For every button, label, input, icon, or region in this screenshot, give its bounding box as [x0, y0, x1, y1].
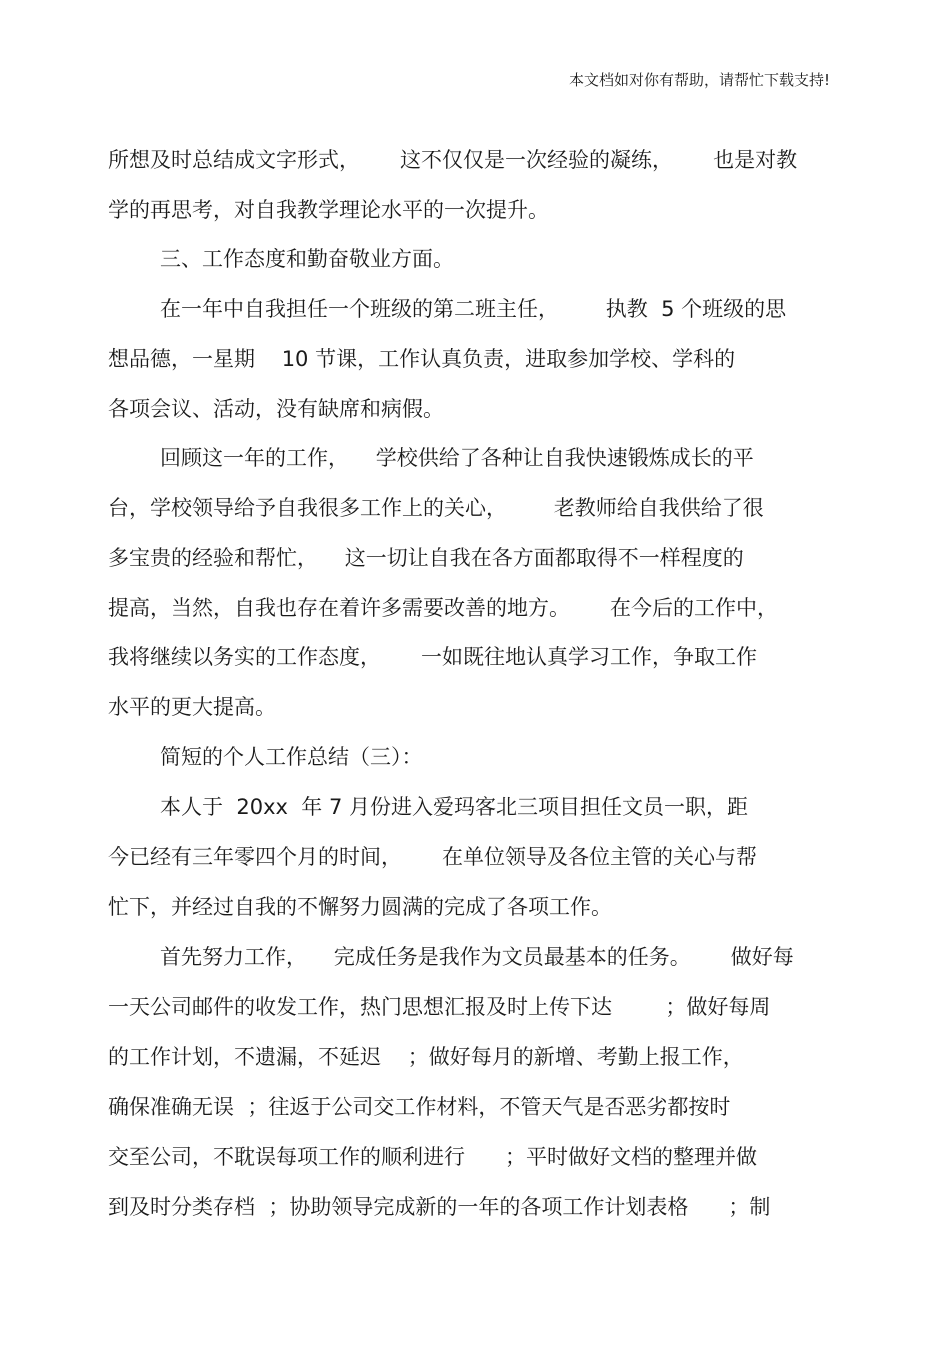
text-line: 想品德，一星期 10 节课，工作认真负责，进取参加学校、学科的 [108, 347, 736, 371]
text-line: 提高，当然，自我也存在着许多需要改善的地方。 在今后的工作中， [108, 596, 779, 620]
text-line: 所想及时总结成文字形式， 这不仅仅是一次经验的凝练， 也是对教 [108, 148, 798, 172]
header-note: 本文档如对你有帮助，请帮忙下载支持! [568, 71, 830, 89]
text-line: 各项会议、活动，没有缺席和病假。 [108, 397, 444, 421]
text-line: 今已经有三年零四个月的时间， 在单位领导及各位主管的关心与帮 [108, 845, 758, 869]
text-line: 忙下，并经过自我的不懈努力圆满的完成了各项工作。 [108, 895, 612, 919]
text-line: 多宝贵的经验和帮忙， 这一切让自我在各方面都取得不一样程度的 [108, 546, 744, 570]
text-line: 台，学校领导给予自我很多工作上的关心， 老教师给自我供给了很 [108, 496, 764, 520]
text-line: 一天公司邮件的收发工作，热门思想汇报及时上传下达 ；做好每周 [108, 995, 771, 1019]
text-line: 的工作计划，不遗漏，不延迟 ；做好每月的新增、考勤上报工作， [108, 1045, 744, 1069]
text-line: 学的再思考，对自我教学理论水平的一次提升。 [108, 198, 549, 222]
text-line: 我将继续以务实的工作态度， 一如既往地认真学习工作，争取工作 [108, 645, 758, 669]
section-heading: 三、工作态度和勤奋敬业方面。 [160, 247, 454, 271]
text-line: 交至公司，不耽误每项工作的顺利进行 ；平时做好文档的整理并做 [108, 1145, 758, 1169]
section-heading: 简短的个人工作总结（三）： [160, 745, 423, 769]
text-line: 在一年中自我担任一个班级的第二班主任， 执教 5 个班级的思 [160, 297, 787, 321]
text-line: 回顾这一年的工作， 学校供给了各种让自我快速锻炼成长的平 [160, 446, 754, 470]
text-line: 到及时分类存档 ；协助领导完成新的一年的各项工作计划表格 ；制 [108, 1195, 771, 1219]
text-line: 确保准确无误 ；往返于公司交工作材料，不管天气是否恶劣都按时 [108, 1095, 731, 1119]
text-line: 本人于 20xx 年 7 月份进入爱玛客北三项目担任文员一职，距 [160, 795, 748, 819]
text-line: 水平的更大提高。 [108, 695, 276, 719]
text-line: 首先努力工作， 完成任务是我作为文员最基本的任务。 做好每 [160, 945, 794, 969]
